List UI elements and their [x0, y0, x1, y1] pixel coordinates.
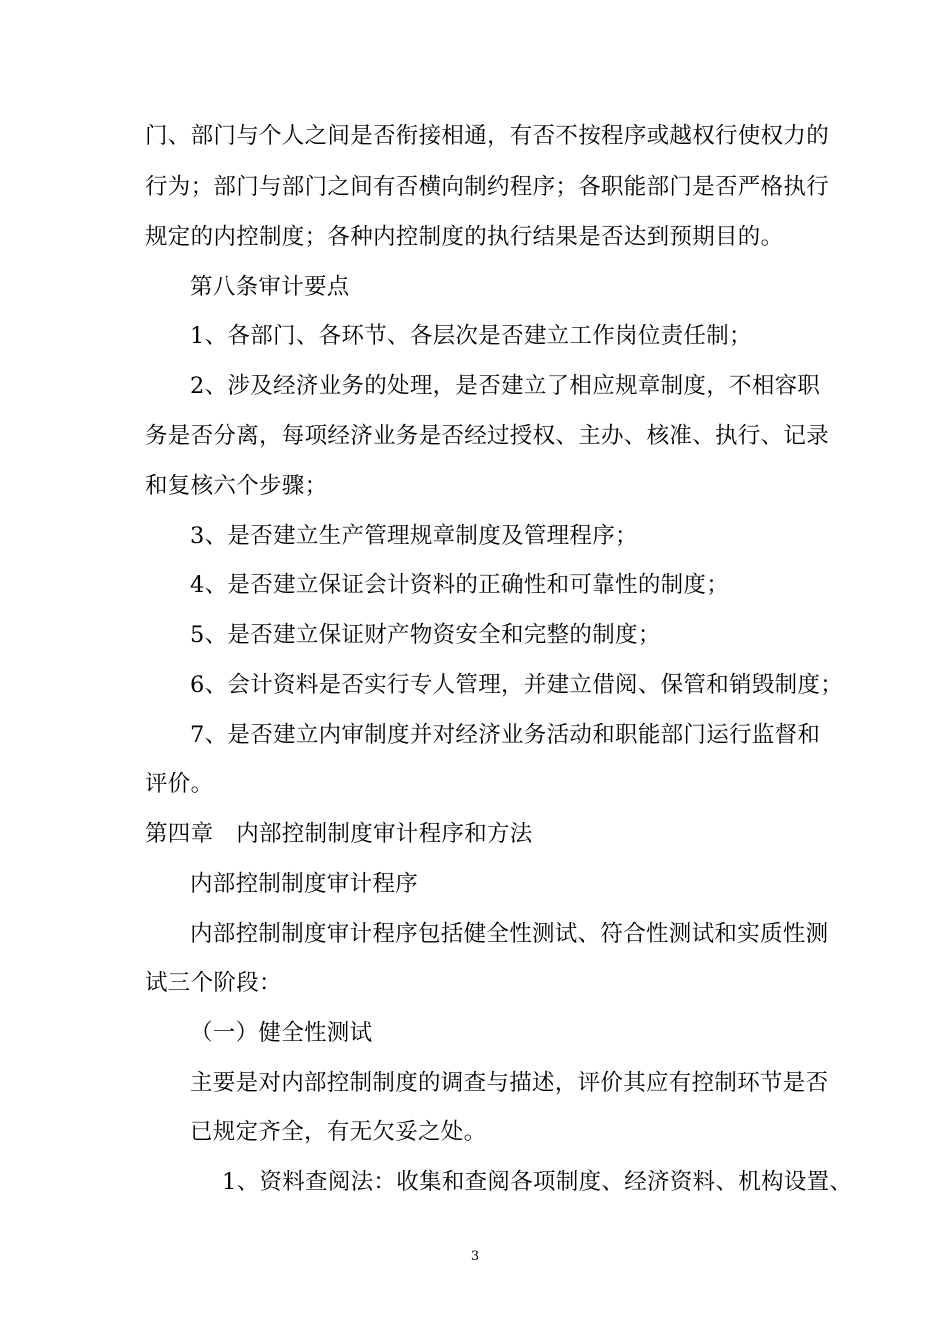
list-item: 7、是否建立内审制度并对经济业务活动和职能部门运行监督和: [190, 722, 821, 748]
body-text-line: 务是否分离，每项经济业务是否经过授权、主办、核准、执行、记录: [145, 423, 830, 449]
body-text-line: 试三个阶段：: [145, 970, 282, 996]
list-item: 5、是否建立保证财产物资安全和完整的制度；: [190, 622, 661, 648]
list-item: 6、会计资料是否实行专人管理，并建立借阅、保管和销毁制度；: [190, 672, 844, 698]
list-item: 3、是否建立生产管理规章制度及管理程序；: [190, 523, 638, 549]
article-heading: 第八条审计要点: [190, 274, 350, 300]
section-heading: 内部控制制度审计程序: [190, 871, 419, 897]
body-text-line: 内部控制制度审计程序包括健全性测试、符合性测试和实质性测: [190, 921, 829, 947]
body-text-line: 评价。: [145, 771, 214, 797]
body-text-line: 已规定齐全，有无欠妥之处。: [190, 1119, 487, 1145]
subsection-heading: （一）健全性测试: [190, 1020, 373, 1046]
body-text-line: 和复核六个步骤；: [145, 473, 328, 499]
list-item: 2、涉及经济业务的处理，是否建立了相应规章制度，不相容职: [190, 373, 821, 399]
list-item: 1、资料查阅法：收集和查阅各项制度、经济资料、机构设置、: [222, 1169, 853, 1195]
body-text-line: 门、部门与个人之间是否衔接相通，有否不按程序或越权行使权力的: [145, 123, 830, 149]
body-text-line: 规定的内控制度；各种内控制度的执行结果是否达到预期目的。: [145, 224, 784, 250]
chapter-heading: 第四章 内部控制制度审计程序和方法: [145, 821, 533, 847]
body-text-line: 行为；部门与部门之间有否横向制约程序；各职能部门是否严格执行: [145, 174, 830, 200]
list-item: 1、各部门、各环节、各层次是否建立工作岗位责任制；: [190, 323, 752, 349]
page-number: 3: [470, 1249, 480, 1264]
body-text-line: 主要是对内部控制制度的调查与描述，评价其应有控制环节是否: [190, 1070, 829, 1096]
list-item: 4、是否建立保证会计资料的正确性和可靠性的制度；: [190, 572, 730, 598]
